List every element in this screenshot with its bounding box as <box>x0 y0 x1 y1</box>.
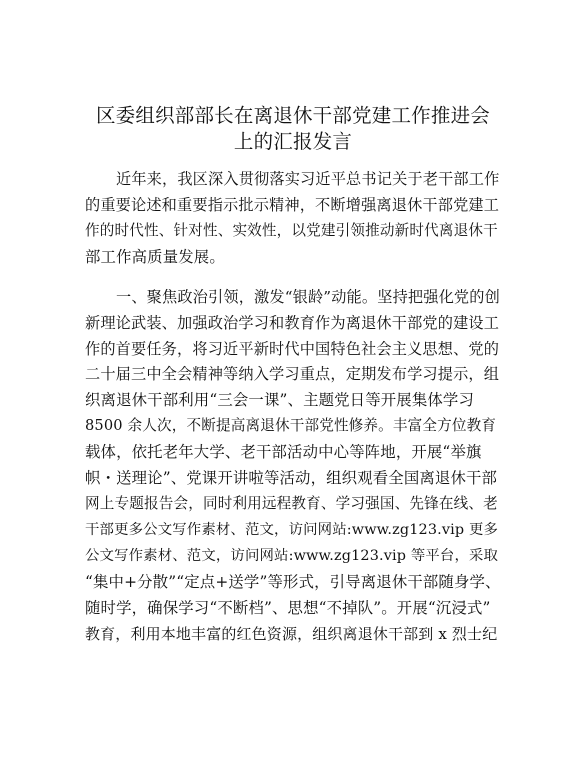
document-title-line-2: 上的汇报发言 <box>233 130 353 153</box>
paragraph-1-line-4: 部工作高质量发展。 <box>85 248 225 266</box>
paragraph-2-line-14: 教育，利用本地丰富的红色资源，组织离退休干部到 x 烈士纪 <box>85 625 498 643</box>
paragraph-2-line-11: 公文写作素材、范文，访问网站:www.zg123.vip 等平台，采取 <box>85 548 499 564</box>
paragraph-1-line-3: 作的时代性、针对性、实效性，以党建引领推动新时代离退休干 <box>85 222 498 239</box>
paragraph-2-line-9: 网上专题报告会，同时利用远程教育、学习强国、先锋在线、老 <box>85 495 498 512</box>
paragraph-2-line-13: 随时学，确保学习“不断档”、思想“不掉队”。开展“沉浸式” <box>85 599 491 617</box>
paragraph-2-line-5: 织离退休干部利用“三会一课”、主题党日等开展集体学习 <box>85 391 475 409</box>
paragraph-2-line-10: 干部更多公文写作素材、范文，访问网站:www.zg123.vip 更多 <box>85 522 499 538</box>
paragraph-2-line-12: “集中+分散”“定点+送学”等形式，引导离退休干部随身学、 <box>85 573 501 591</box>
paragraph-2-line-2: 新理论武装、加强政治学习和教育作为离退休干部党的建设工 <box>85 314 500 332</box>
paragraph-2-line-3: 作的首要任务，将习近平新时代中国特色社会主义思想、党的 <box>85 340 500 358</box>
paragraph-1-line-1: 近年来，我区深入贯彻落实习近平总书记关于老干部工作 <box>116 170 500 188</box>
paragraph-2-line-6: 8500 余人次，不断提高离退休干部党性修养。丰富全方位教育 <box>85 417 497 434</box>
paragraph-2-line-8: 帜・送理论”、党课开讲啦等活动，组织观看全国离退休干部 <box>85 469 498 487</box>
paragraph-2-line-1: 一、聚焦政治引领，激发“银龄”动能。坚持把强化党的创 <box>116 288 500 306</box>
paragraph-2-line-4: 二十届三中全会精神等纳入学习重点，定期发布学习提示，组 <box>85 365 500 383</box>
paragraph-2-line-7: 载体，依托老年大学、老干部活动中心等阵地，开展“举旗 <box>85 443 482 461</box>
document-title-line-1: 区委组织部部长在离退休干部党建工作推进会 <box>95 104 490 127</box>
paragraph-1-line-2: 的重要论述和重要指示批示精神，不断增强离退休干部党建工 <box>85 196 500 214</box>
